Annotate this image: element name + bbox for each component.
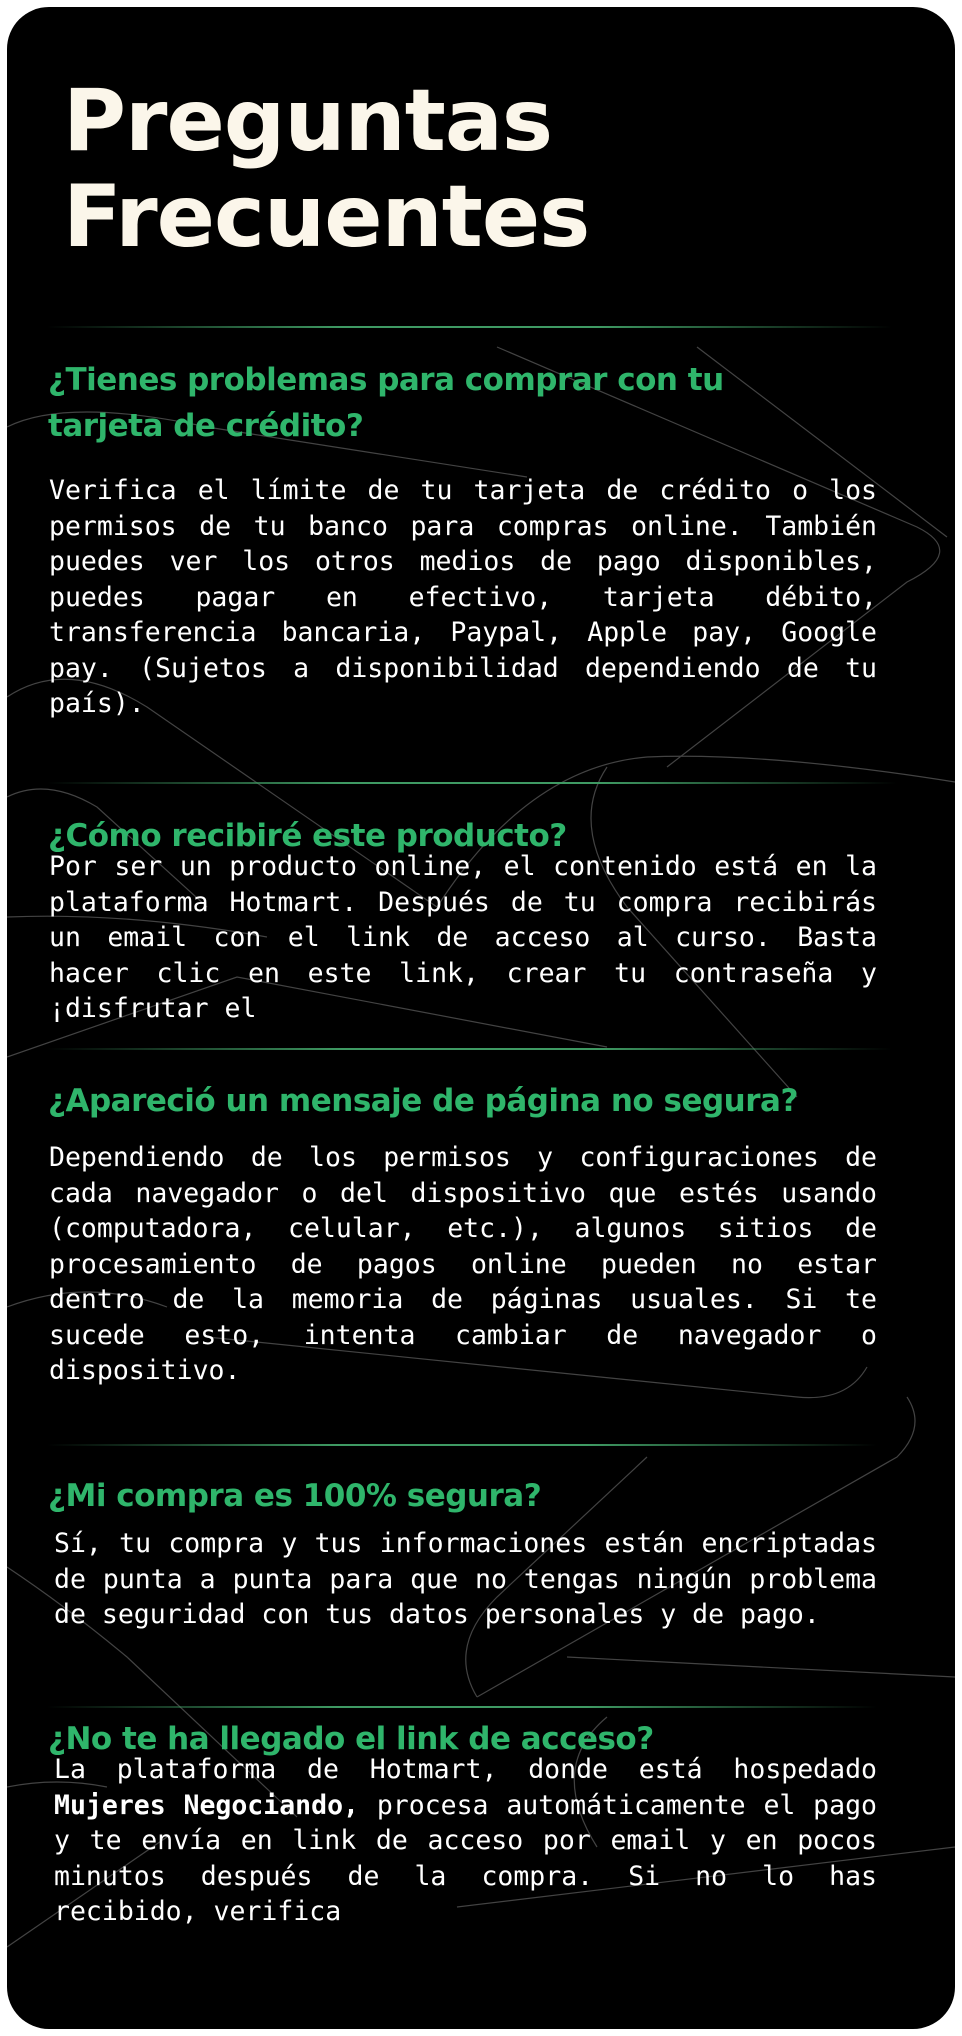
faq-question: ¿Mi compra es 100% segura?: [48, 1478, 542, 1514]
faq-answer: Por ser un producto online, el contenido está en la plataforma Hotmart. Después de tu compra recibirás un email con el link de acceso al curso. Basta hacer clic en este link, crear tu contraseña y ¡disfrutar el: [49, 851, 877, 1024]
answer-text: procesa automáticamente el pago y te envía en link de acceso por email y en pocos minutos después de la compra. Si no lo has recibido, verifica: [54, 1789, 877, 1927]
faq-question: ¿Cómo recibiré este producto?: [48, 818, 567, 854]
divider: [47, 782, 897, 784]
page-title: [63, 73, 589, 265]
faq-question: ¿Apareció un mensaje de página no segura?: [48, 1083, 798, 1119]
answer-text: La plataforma de Hotmart, donde está hospedado: [54, 1754, 877, 1785]
faq-answer: Sí, tu compra y tus informaciones están encriptadas de punta a punta para que no tengas ningún problema de seguridad con tus datos personales y de pago.: [54, 1528, 877, 1630]
faq-answer: Dependiendo de los permisos y configuraciones de cada navegador o del dispositivo que estés usando (computadora, celular, etc.), algunos sitios de procesamiento de pagos online pueden no estar dentro de la memoria de páginas usuales. Si te sucede esto, intenta cambiar de navegador o dispositivo.: [49, 1142, 877, 1386]
faq-question: ¿No te ha llegado el link de acceso?: [48, 1721, 654, 1757]
divider: [47, 1048, 892, 1050]
divider: [47, 1444, 877, 1446]
divider: [47, 326, 892, 328]
faq-card: [7, 7, 955, 2029]
title-line-1: Preguntas: [63, 71, 553, 171]
brand-name: Mujeres Negociando,: [54, 1789, 359, 1821]
faq-question: ¿Tienes problemas para comprar con tu tarjeta de crédito?: [48, 362, 724, 444]
faq-answer: [54, 1752, 877, 1930]
divider: [47, 1706, 877, 1708]
faq-answer: Verifica el límite de tu tarjeta de crédito o los permisos de tu banco para compras online. También puedes ver los otros medios de pago disponibles, puedes pagar en efectivo, tarjeta débito, transferencia bancaria, Paypal, Apple pay, Google pay. (Sujetos a disponibilidad dependiendo de tu país).: [49, 475, 877, 719]
title-line-2: Frecuentes: [63, 167, 590, 267]
